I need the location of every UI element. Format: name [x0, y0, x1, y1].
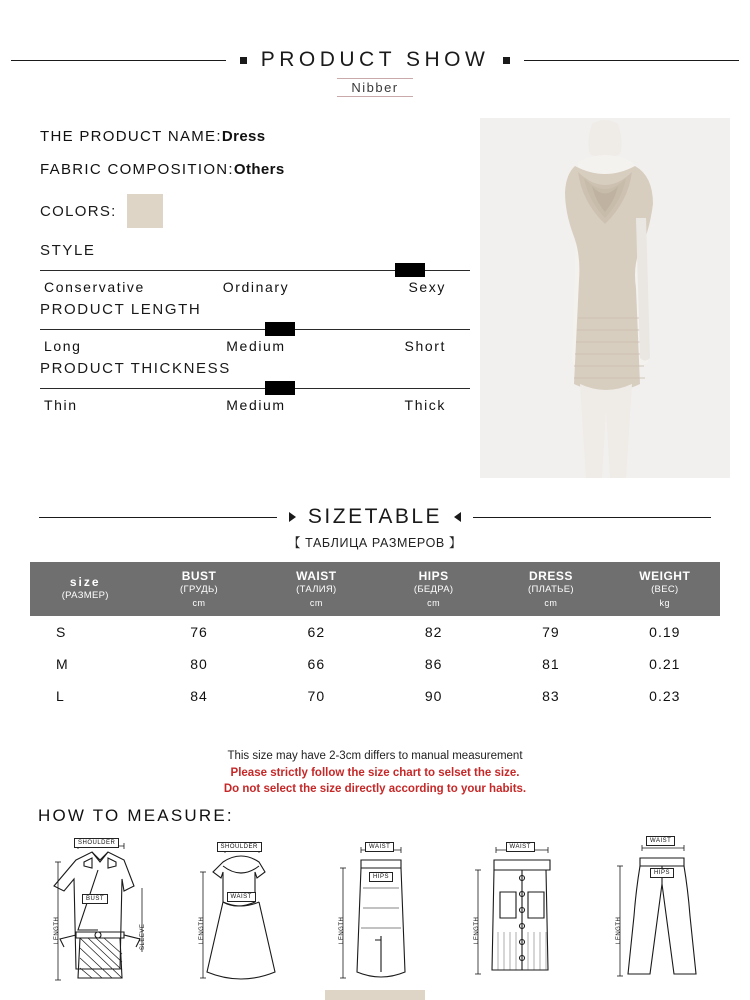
col-dress [492, 562, 609, 616]
measure-figure-pants [598, 832, 726, 994]
tag-waist: WAIST [365, 842, 394, 852]
sizetable-title: SIZETABLE [307, 505, 443, 528]
tag-length: LENGTH [339, 916, 345, 944]
fabric-row [40, 161, 470, 178]
tag-sleeve: SLEEVE [140, 923, 146, 950]
measure-figure-jacket [36, 832, 164, 994]
cell-size: L [56, 688, 66, 705]
cell-size: M [56, 656, 70, 673]
cell-size: S [56, 624, 67, 641]
col-bust [140, 562, 257, 616]
size-note-1: This size may have 2-3cm differs to manual measurement [227, 750, 523, 762]
colors-label: COLORS: [40, 202, 117, 220]
scale-length-title: PRODUCT LENGTH [40, 301, 202, 318]
cell-weight: 0.21 [649, 656, 681, 673]
tag-hips: HIPS [369, 872, 393, 882]
scale-length-label-1: Medium [226, 338, 286, 354]
cell-weight: 0.23 [649, 688, 681, 705]
scale-thickness-label-0: Thin [44, 397, 78, 413]
size-note-2: Please strictly follow the size chart to selset the size. [230, 766, 520, 779]
scale-line [40, 388, 470, 389]
scale-thickness-marker [265, 381, 295, 395]
col-waist [258, 562, 375, 616]
product-show-header [0, 48, 750, 72]
colors-row [40, 194, 470, 228]
scale-length-bar [40, 322, 470, 336]
col-waist-sub: (ТАЛИЯ) [296, 584, 337, 596]
tag-length: LENGTH [473, 916, 480, 944]
square-bullet-icon [240, 57, 247, 64]
col-bust-sub: (ГРУДЬ) [180, 584, 219, 596]
color-swatch[interactable] [127, 194, 163, 228]
cell-dress: 81 [542, 656, 560, 673]
product-spec-block [40, 128, 470, 413]
sizetable-header [0, 505, 750, 529]
cell-waist: 66 [307, 656, 326, 673]
brand-name-wrap [0, 78, 750, 97]
scale-style-label-2: Sexy [408, 279, 446, 295]
col-weight-unit: kg [659, 598, 671, 608]
col-weight-name: WEIGHT [639, 569, 691, 583]
scale-thickness-bar [40, 381, 470, 395]
page-title: PRODUCT SHOW [260, 48, 490, 71]
how-to-measure-title: HOW TO MEASURE: [38, 806, 234, 825]
scale-length-marker [265, 322, 295, 336]
col-hips-sub: (БЕДРА) [413, 584, 454, 596]
product-photo [480, 118, 730, 478]
product-name-value: Dress [221, 128, 266, 145]
tag-length: LENGTH [198, 916, 205, 944]
col-weight [610, 562, 720, 616]
cell-bust: 80 [190, 656, 208, 673]
scale-thickness [40, 360, 470, 413]
size-notes [0, 748, 750, 798]
scale-thickness-label-2: Thick [404, 397, 446, 413]
measure-figure-skirt [317, 832, 445, 994]
fabric-label: FABRIC COMPOSITION: [40, 161, 234, 178]
col-hips-unit: cm [427, 598, 441, 608]
col-waist-unit: cm [309, 598, 323, 608]
col-bust-unit: cm [192, 598, 206, 608]
cell-dress: 79 [542, 624, 560, 641]
col-dress-sub: (ПЛАТЬЕ) [528, 584, 574, 596]
fabric-value: Others [233, 161, 285, 178]
scale-line [40, 329, 470, 330]
scale-style-labels [40, 279, 470, 295]
tag-hips: HIPS [650, 868, 674, 878]
header-rule-right [524, 60, 739, 61]
sizetable-rule-right [473, 517, 711, 518]
brand-name: Nibber [337, 78, 412, 97]
col-hips-name: HIPS [418, 569, 449, 583]
triangle-left-icon [454, 512, 461, 522]
triangle-right-icon [289, 512, 296, 522]
scale-thickness-labels [40, 397, 470, 413]
scale-length-labels [40, 338, 470, 354]
sizetable-subtitle: 【 ТАБЛИЦА РАЗМЕРОВ 】 [287, 536, 463, 550]
col-bust-name: BUST [181, 569, 217, 583]
scale-length-label-2: Short [404, 338, 446, 354]
tag-bust: BUST [82, 894, 108, 904]
cell-hips: 82 [424, 624, 443, 641]
scale-thickness-title: PRODUCT THICKNESS [40, 360, 231, 377]
col-size [30, 562, 140, 616]
tag-length: LENGTH [616, 916, 622, 944]
product-name-label: THE PRODUCT NAME: [40, 128, 222, 145]
cell-weight: 0.19 [649, 624, 681, 641]
col-size-name: size [69, 575, 101, 590]
col-waist-name: WAIST [296, 569, 337, 583]
scale-style [40, 242, 470, 295]
cell-bust: 84 [190, 688, 208, 705]
tag-waist: WAIST [506, 842, 535, 852]
sizetable-rule-left [39, 517, 277, 518]
col-size-sub: (РАЗМЕР) [61, 590, 109, 602]
product-name-row [40, 128, 470, 145]
measure-figure-shorts [458, 832, 586, 994]
tag-waist: WAIST [227, 892, 256, 902]
scale-length-label-0: Long [44, 338, 82, 354]
scale-style-title: STYLE [40, 242, 96, 259]
tag-shoulder: SHOULDER [217, 842, 262, 852]
bottom-color-strip [325, 990, 425, 1000]
scale-thickness-label-1: Medium [226, 397, 286, 413]
how-to-measure-figures [36, 832, 726, 997]
cell-waist: 62 [307, 624, 326, 641]
size-note-3: Do not select the size directly according to your habits. [223, 783, 527, 796]
scale-style-label-0: Conservative [44, 279, 145, 295]
cell-dress: 83 [542, 688, 560, 705]
scale-style-marker [395, 263, 425, 277]
header-rule-left [11, 60, 226, 61]
cell-hips: 90 [424, 688, 443, 705]
cell-bust: 76 [190, 624, 208, 641]
table-row [30, 680, 720, 712]
table-row [30, 616, 720, 648]
table-row [30, 648, 720, 680]
col-dress-name: DRESS [529, 569, 573, 583]
scale-length [40, 301, 470, 354]
tag-waist: WAIST [646, 836, 675, 846]
tag-shoulder: SHOULDER [74, 838, 119, 848]
col-weight-sub: (ВЕС) [651, 584, 679, 596]
col-hips [375, 562, 492, 616]
size-table [30, 562, 720, 712]
cell-waist: 70 [307, 688, 326, 705]
measure-figure-dress [177, 832, 305, 994]
tag-length: LENGTH [54, 916, 60, 944]
col-dress-unit: cm [544, 598, 558, 608]
scale-style-label-1: Ordinary [222, 279, 290, 295]
square-bullet-icon [503, 57, 510, 64]
scale-style-bar [40, 263, 470, 277]
cell-hips: 86 [424, 656, 443, 673]
table-header-row [30, 562, 720, 616]
